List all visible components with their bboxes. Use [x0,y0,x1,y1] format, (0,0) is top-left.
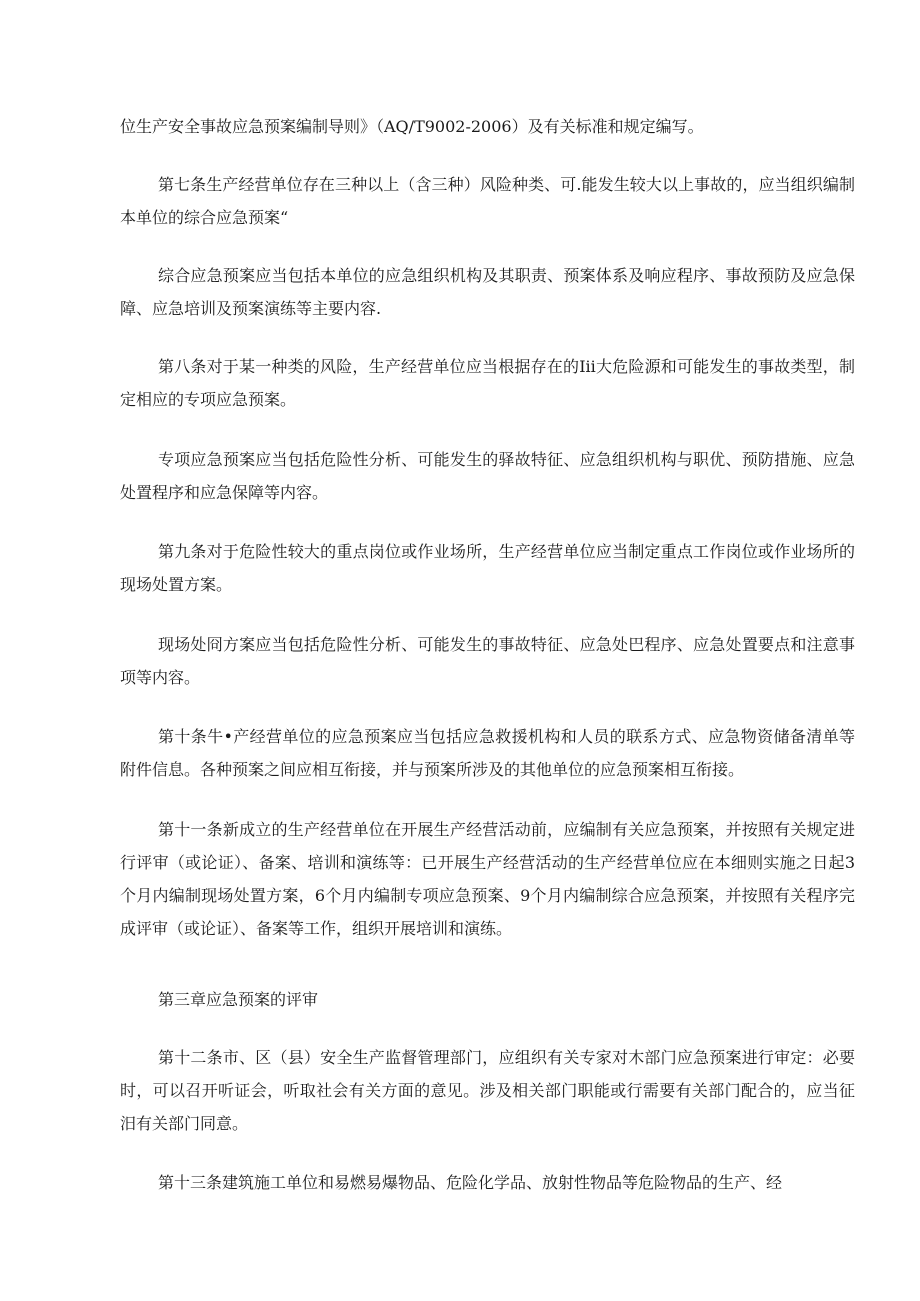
paragraph-article-7: 第七条生产经营单位存在三种以上（含三种）风险种类、可.能发生较大以上事故的，应当组织编制本单位的综合应急预案“ [120,175,855,227]
paragraph-article-12: 第十二条市、区（县）安全生产监督管理部门，应组织有关专家对木部门应急预案进行审定：必要时，可以召开听证会，听取社会有关方面的意见。涉及相关部门职能或行需要有关部门配合的，应当征汨有关部门同意。 [120,1048,855,1133]
paragraph-article-10: 第十条牛•产经营单位的应急预案应当包括应急救援机构和人员的联系方式、应急物资储备清单等附件信息。各种预案之间应相互衔接，并与预案所涉及的其他单位的应急预案相互衔接。 [120,727,855,779]
paragraph-special-plan: 专项应急预案应当包括危险性分析、可能发生的驿故特征、应急组织机构与职优、预防措施、应急处置程序和应急保障等内容。 [120,450,855,502]
paragraph-comprehensive-plan: 综合应急预案应当包括本单位的应急组织机构及其职责、预案体系及响应程序、事故预防及应急保障、应急培训及预案演练等主要内容. [120,266,855,318]
chapter-heading: 第三章应急预案的评审 [158,990,319,1009]
paragraph-onsite-plan: 现场处冏方案应当包括危险性分析、可能发生的事故特征、应急处巴程序、应急处置要点和注意事项等内容。 [120,635,855,687]
paragraph-article-11: 第十一条新成立的生产经营单位在开展生产经营活动前，应编制有关应急预案，并按照有关规定进行评审（或论证）、备案、培训和演练等：已开展生产经营活动的生产经营单位应在本细则实施之日起3个月内编制现场处置方案，6个月内编制专项应急预案、9个月内编制综合应急预案，并按照有关程序完成评审（或论证）、备案等工作，组织开展培训和演练。 [120,820,855,938]
paragraph-article-8: 第八条对于某一种类的风险，生产经营单位应当根据存在的Iii大危险源和可能发生的事故类型，制定相应的专项应急预案。 [120,357,855,409]
paragraph-continuation: 位生产安全事故应急预案编制导则》（AQ/T9002-2006）及有关标准和规定编写。 [120,117,704,136]
paragraph-article-13: 第十三条建筑施工单位和易燃易爆物品、危险化学品、放射性物品等危险物品的生产、经 [158,1173,783,1192]
paragraph-article-9: 第九条对于危险性较大的重点岗位或作业场所，生产经营单位应当制定重点工作岗位或作业场所的现场处置方案。 [120,542,855,594]
